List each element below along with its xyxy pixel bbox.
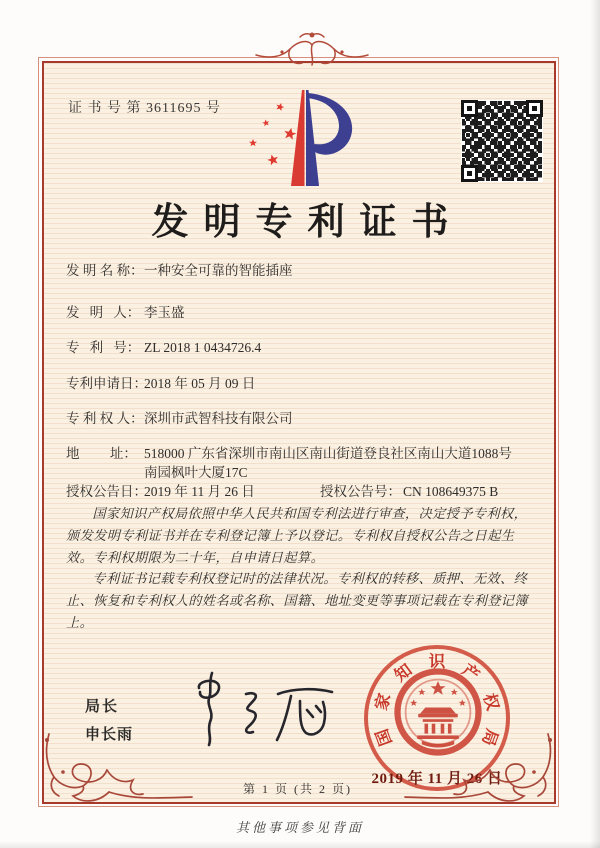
certificate-title: 发明专利证书: [151, 202, 464, 243]
cnipa-logo-icon: [238, 88, 372, 190]
legal-paragraph-1: 国家知识产权局依照中华人民共和国专利法进行审查，决定授予专利权，颁发发明专利证书并在专利登记簿上予以登记。专利权自授权公告之日起生效。专利权期限为二十年，自申请日起算。: [66, 506, 528, 565]
certificate-number: 证 书 号 第 3611695 号: [68, 101, 221, 116]
field-row-inventor: [66, 303, 540, 322]
field-row-invention-name: [66, 261, 540, 280]
field-row-address: [66, 444, 540, 482]
seal-org-char: 国: [372, 726, 396, 749]
scan-shadow: [590, 0, 600, 848]
seal-org-char: 识: [428, 652, 446, 671]
field-value: 2019 年 11 月 26 日: [144, 484, 255, 499]
scan-shadow: [0, 841, 600, 848]
qr-finder-icon: [461, 165, 478, 182]
field-value: 李玉盛: [144, 305, 185, 320]
field-row-application-date: [66, 374, 540, 393]
legal-paragraph-2: 专利证书记载专利权登记时的法律状况。专利权的转移、质押、无效、终止、恢复和专利权人的姓名或名称、国籍、地址变更等事项记载在专利登记簿上。: [66, 571, 528, 630]
back-side-note: 其他事项参见背面: [235, 820, 364, 835]
field-label: 发 明 人：: [66, 305, 141, 320]
director-name: 申长雨: [85, 726, 134, 743]
qr-finder-icon: [461, 100, 478, 117]
seal-date: 2019 年 11 月 26 日: [371, 771, 503, 787]
field-label: 专利申请日：: [66, 376, 147, 391]
field-row-patent-number: [66, 338, 540, 357]
field-label: 专 利 权 人：: [66, 411, 144, 426]
field-label: 发 明 名 称：: [66, 263, 144, 278]
legal-text-block: [66, 503, 536, 634]
seal-org-char: 产: [458, 660, 484, 686]
seal-org-char: 局: [478, 726, 502, 749]
page-number: 第 1 页 (共 2 页): [243, 782, 352, 796]
handwritten-signature-icon: [190, 668, 340, 748]
seal-org-char: 权: [479, 691, 503, 713]
field-value: ZL 2018 1 0434726.4: [144, 340, 262, 355]
director-title: 局长: [85, 698, 120, 715]
seal-org-char: 家: [371, 691, 395, 713]
qr-code: [461, 100, 543, 182]
seal-org-char: 知: [390, 660, 416, 686]
field-label: 地 址：: [66, 446, 137, 461]
field-row-grant-date: [66, 482, 540, 501]
field-value: 518000 广东省深圳市南山区南山街道登良社区南山大道1088号南园枫叶大厦17C: [144, 446, 512, 480]
field-value: 深圳市武智科技有限公司: [144, 411, 293, 426]
field-value: CN 108649375 B: [403, 484, 499, 499]
field-value: 一种安全可靠的智能插座: [144, 263, 293, 278]
field-label: 专 利 号：: [66, 340, 141, 355]
field-label: 授权公告号：: [320, 484, 401, 499]
field-value: 2018 年 05 月 09 日: [144, 376, 256, 391]
field-grant-number: [320, 482, 498, 501]
qr-finder-icon: [526, 100, 543, 117]
field-row-patentee: [66, 409, 540, 428]
top-flourish-icon: [252, 25, 372, 71]
field-label: 授权公告日：: [66, 484, 147, 499]
